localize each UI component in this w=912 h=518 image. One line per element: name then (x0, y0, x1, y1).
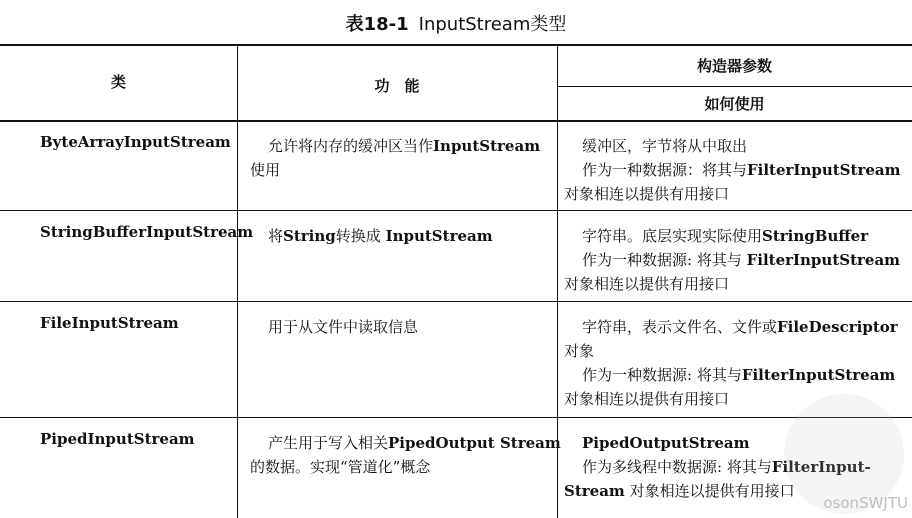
row-class-name: StringBufferInputStream (40, 223, 254, 241)
row-class-name: ByteArrayInputStream (40, 133, 231, 151)
column-divider (237, 44, 238, 518)
row-divider (0, 417, 912, 418)
row-function: 产生用于写入相关PipedOutput Stream 的数据。实现“管道化”概念 (250, 434, 561, 476)
caption-title: InputStream类型 (418, 14, 567, 35)
row-function: 允许将内存的缓冲区当作InputStream 使用 (250, 137, 541, 179)
row-usage: 缓冲区，字节将从中取出 作为一种数据源：将其与FilterInputStream 对象相连以提供有用接口 (564, 137, 901, 203)
watermark-text: osonSWJTU (823, 494, 908, 512)
row-function: 用于从文件中读取信息 (268, 318, 419, 336)
row-divider (0, 210, 912, 211)
inputstream-table (0, 44, 912, 518)
row-usage: PipedOutputStream 作为多线程中数据源: 将其与FilterInput- Stream 对象相连以提供有用接口 (564, 434, 871, 500)
row-divider (0, 301, 912, 302)
header-sub-rule (557, 86, 912, 87)
header-bottom-rule (0, 120, 912, 122)
header-ctor-params: 构造器参数 (696, 57, 772, 75)
header-how-to-use: 如何使用 (704, 95, 765, 113)
row-function: 将String转换成 InputStream (268, 227, 493, 245)
row-class-name: FileInputStream (40, 314, 179, 332)
header-function: 功 能 (374, 77, 420, 95)
header-class: 类 (110, 73, 126, 91)
row-usage: 字符串，表示文件名、文件或FileDescriptor 对象 作为一种数据源: 将其与FilterInputStream 对象相连以提供有用接口 (564, 318, 898, 408)
row-usage: 字符串。底层实现实际使用StringBuffer 作为一种数据源: 将其与 FilterInputStream 对象相连以提供有用接口 (564, 227, 901, 293)
table-caption (0, 10, 912, 36)
caption-label: 表18-1 (345, 14, 409, 35)
table-top-rule (0, 44, 912, 46)
row-class-name: PipedInputStream (40, 430, 195, 448)
